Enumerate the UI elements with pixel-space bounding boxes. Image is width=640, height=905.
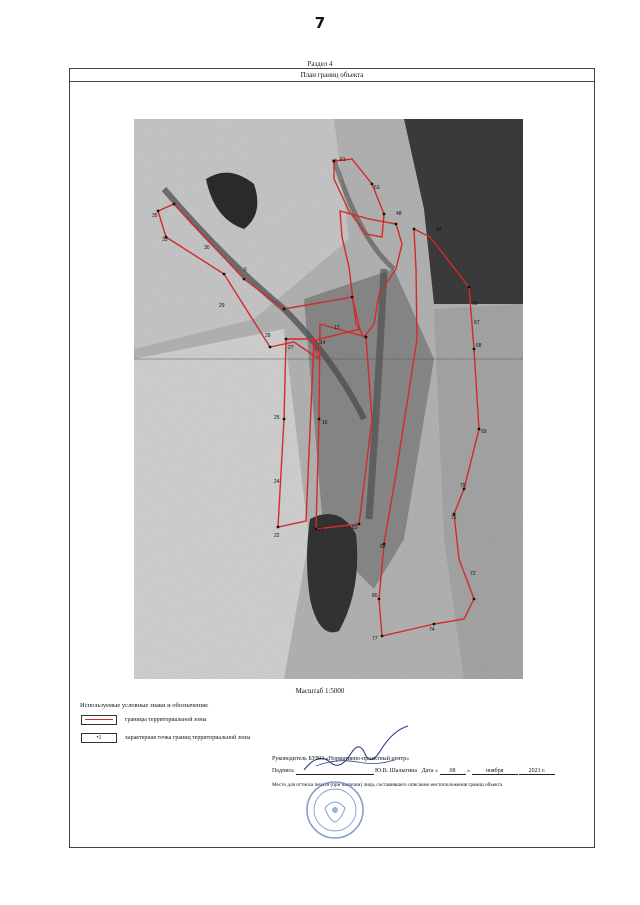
legend-title: Используемые условные знаки и обозначения: bbox=[80, 702, 209, 709]
legend-label: характерная точка границ территориальной зоны bbox=[125, 734, 251, 741]
map-scale: Масштаб 1:5000 bbox=[295, 687, 345, 695]
map-point-label: 53 bbox=[374, 185, 380, 191]
map-point-label: 74 bbox=[429, 627, 435, 633]
stamp-note: Место для оттиска печати (при наличии) лица, составившего описание местоположения границ объекта bbox=[272, 782, 503, 788]
map-point-label: 48 bbox=[396, 211, 402, 217]
map-point-label: 77 bbox=[372, 636, 378, 642]
head-line: Руководитель БУВО «Нормативно-проектный центр» bbox=[272, 756, 410, 762]
map-point-label: 67 bbox=[474, 320, 480, 326]
legend-symbol-box bbox=[81, 715, 117, 725]
map-point-label: 33 bbox=[162, 237, 168, 243]
frame-title: План границ объекта bbox=[70, 69, 594, 82]
map-point-label: 35 bbox=[152, 213, 158, 219]
map-point-label: 12 bbox=[334, 325, 340, 331]
point-symbol: •1 bbox=[96, 734, 102, 741]
signer-name: Ю.В. Шалыгина bbox=[375, 768, 418, 774]
map-point-label: 14 bbox=[320, 340, 326, 346]
legend-item-point bbox=[81, 732, 250, 743]
map-point-label: 61 bbox=[340, 157, 346, 163]
map-point-label: 83 bbox=[352, 525, 358, 531]
date-mid: » bbox=[467, 768, 471, 774]
map-point-label: 68 bbox=[476, 343, 482, 349]
signature-line bbox=[272, 768, 555, 775]
map-canvas bbox=[134, 119, 523, 679]
map-point-label: 16 bbox=[322, 420, 328, 426]
date-year: 2021 г. bbox=[519, 768, 555, 775]
map-point-label: 21 bbox=[318, 527, 324, 533]
section-label: Раздел 4 bbox=[307, 60, 333, 68]
map-point-label: 72 bbox=[470, 571, 476, 577]
legend-label: границы территориальной зоны bbox=[125, 716, 207, 723]
map-point-label: 22 bbox=[274, 533, 280, 539]
map-point-label: 82 bbox=[380, 544, 386, 550]
official-stamp bbox=[293, 778, 377, 840]
map-point-label: 64 bbox=[436, 227, 442, 233]
map-point-label: 24 bbox=[274, 479, 280, 485]
date-month: ноября bbox=[472, 768, 518, 775]
legend-symbol-box bbox=[81, 733, 117, 743]
map-point-label: 80 bbox=[372, 593, 378, 599]
legend-item-boundary bbox=[81, 714, 206, 725]
page-number: 7 bbox=[314, 14, 326, 32]
map-point-label: 6 bbox=[244, 267, 247, 273]
date-day: 08 bbox=[440, 768, 466, 775]
map-point-label: 71 bbox=[451, 515, 457, 521]
aerial-map bbox=[134, 119, 523, 679]
map-point-label: 30 bbox=[204, 245, 210, 251]
map-point-label: 65 bbox=[472, 301, 478, 307]
map-point-label: 28 bbox=[265, 333, 271, 339]
map-point-label: 69 bbox=[481, 429, 487, 435]
signature-blank bbox=[296, 768, 374, 775]
red-line-symbol bbox=[85, 719, 113, 720]
map-point-label: 29 bbox=[219, 303, 225, 309]
date-label: Дата « bbox=[421, 768, 439, 774]
sign-label: Подпись bbox=[272, 768, 295, 774]
map-point-label: 70 bbox=[460, 483, 466, 489]
map-point-label: 25 bbox=[274, 415, 280, 421]
map-point-label: 27 bbox=[288, 345, 294, 351]
